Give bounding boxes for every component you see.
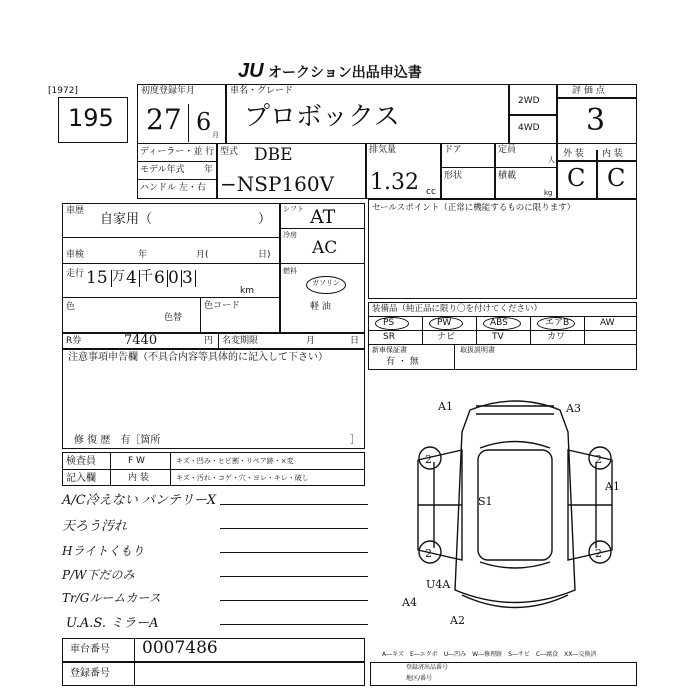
inspection-month: 月( bbox=[196, 250, 209, 260]
form-title: オークション出品申込書 bbox=[268, 65, 422, 81]
color-label: 色 bbox=[66, 302, 76, 312]
person-unit: 人 bbox=[548, 156, 555, 164]
car-damage-diagram bbox=[390, 390, 640, 630]
history-value: 自家用（ bbox=[100, 212, 153, 227]
recycle-frame bbox=[62, 333, 365, 349]
cc-unit: cc bbox=[426, 187, 436, 197]
diagram-mark: A1 bbox=[438, 400, 453, 413]
equipment-circle-pw bbox=[429, 317, 463, 330]
inspection-year: 年 bbox=[138, 250, 148, 260]
notes-frame bbox=[62, 349, 365, 449]
fw-label: F W bbox=[128, 456, 145, 466]
equipment-circle-ps bbox=[375, 317, 409, 330]
diagram-mark: 2 bbox=[595, 547, 602, 560]
handwritten-note: P/W下だのみ bbox=[62, 568, 135, 582]
equipment-item: TV bbox=[492, 332, 504, 342]
diagram-mark: A1 bbox=[605, 480, 620, 493]
bottom-label: 地区/番号 bbox=[406, 675, 433, 682]
bottom-label: 登録済出品番号 bbox=[406, 664, 449, 671]
equipment-item: PW bbox=[437, 318, 452, 328]
equipment-item: AW bbox=[600, 318, 615, 328]
ac-value: AC bbox=[312, 238, 338, 258]
diagram-mark: 2 bbox=[595, 453, 602, 466]
km-unit: km bbox=[240, 286, 254, 296]
color-number-label: 色替 bbox=[164, 313, 183, 323]
displacement-label: 排気量 bbox=[369, 145, 397, 155]
diagram-mark: 2 bbox=[425, 453, 432, 466]
reg-month: 6 bbox=[196, 108, 212, 136]
manual-label: 取扱説明書 bbox=[460, 346, 495, 354]
inspection-day: 日) bbox=[258, 250, 271, 260]
diagram-mark: U4A bbox=[426, 578, 451, 591]
handwritten-note: A/C冷えない パンテリーX bbox=[62, 493, 217, 508]
equipment-item: エアB bbox=[545, 318, 570, 328]
history-label: 車歴 bbox=[66, 206, 85, 216]
ownership-day: 日 bbox=[350, 336, 360, 346]
repair-history-label: 修 復 歴 有［箇所 bbox=[74, 435, 161, 446]
equipment-label: 装備品（純正品に限り〇を付けてください） bbox=[372, 304, 543, 314]
chassis-label: 車台番号 bbox=[70, 644, 110, 655]
exterior-grade: C bbox=[567, 164, 586, 192]
type-label: 型式 bbox=[220, 147, 239, 157]
scratch-line: キズ・凹み・ヒビ割・リペア跡・×変 bbox=[176, 457, 294, 465]
score-label: 評 価 点 bbox=[572, 86, 605, 96]
equipment-circle-airbag bbox=[537, 317, 575, 330]
mileage-digit: 15 bbox=[86, 270, 112, 287]
mileage-digit: 千 bbox=[140, 269, 154, 284]
diagram-mark: 2 bbox=[425, 547, 432, 560]
kg-unit: kg bbox=[544, 189, 553, 197]
capacity-label: 定員 bbox=[498, 145, 517, 155]
mileage-digit: 0 bbox=[168, 270, 182, 287]
first-reg-label: 初度登録年月 bbox=[141, 86, 196, 96]
drive-2wd: 2WD bbox=[518, 96, 540, 106]
brand-logo: JU bbox=[238, 60, 264, 82]
lot-number: 195 bbox=[68, 104, 114, 132]
ac-label: 冷房 bbox=[283, 231, 297, 239]
door-label: ドア bbox=[444, 145, 462, 155]
history-close: ） bbox=[258, 212, 272, 227]
chassis-value: 0007486 bbox=[142, 638, 218, 658]
fuel-label: 燃料 bbox=[283, 267, 297, 275]
shift-label: シフト bbox=[283, 205, 304, 213]
score-value: 3 bbox=[586, 103, 606, 138]
warranty-label: 新車保証書 bbox=[372, 346, 407, 354]
car-name-label: 車名・グレード bbox=[230, 86, 294, 96]
type-line1: DBE bbox=[254, 145, 293, 165]
fuel-diesel: 軽 油 bbox=[310, 302, 331, 312]
shape-label: 形状 bbox=[444, 171, 463, 181]
sales-point-frame bbox=[368, 199, 637, 299]
recycle-unit: 円 bbox=[204, 336, 214, 346]
handwritten-note: 天ろう汚れ bbox=[62, 519, 128, 534]
reg-year: 27 bbox=[146, 103, 182, 136]
mileage-label: 走行 bbox=[66, 269, 85, 279]
displacement-value: 1.32 bbox=[370, 170, 419, 195]
inspector-label: 検査員 bbox=[66, 456, 96, 467]
equipment-item: ナビ bbox=[437, 332, 456, 342]
model-year-label: モデル年式 bbox=[140, 165, 185, 175]
handwritten-note: Hライトくもり bbox=[62, 544, 145, 558]
model-year-unit: 年 bbox=[204, 165, 214, 175]
color-code-label: 色コード bbox=[204, 301, 241, 311]
handwritten-note: Tr/Gルームカース bbox=[62, 591, 161, 605]
warranty-options: 有 ・ 無 bbox=[386, 357, 419, 367]
interior-tag: 内 装 bbox=[128, 473, 149, 483]
interior-label: 内 装 bbox=[602, 149, 623, 159]
mileage-digits bbox=[86, 270, 196, 287]
ownership-month: 月 bbox=[306, 336, 316, 346]
diagram-mark: A2 bbox=[450, 614, 465, 627]
handwritten-note: U.A.S. ミラーA bbox=[66, 616, 159, 631]
interior-grade: C bbox=[607, 164, 626, 192]
drive-4wd: 4WD bbox=[518, 123, 540, 133]
recycle-value: 7440 bbox=[124, 333, 158, 348]
notes-label: 注意事項申告欄（不具合内容等具体的に記入して下さい） bbox=[68, 352, 328, 363]
equipment-item: SR bbox=[383, 332, 395, 342]
mileage-digit: 万 bbox=[112, 269, 126, 284]
damage-legend: A―キズ E―エクボ U―凹み W―修理跡 S―サビ C―腐食 XX―交換済 bbox=[382, 651, 597, 658]
diagram-mark: A3 bbox=[566, 402, 581, 415]
shift-value: AT bbox=[310, 206, 336, 228]
car-name: プロボックス bbox=[244, 102, 400, 132]
inspection-label: 車検 bbox=[66, 250, 85, 260]
recycle-label: R券 bbox=[66, 336, 82, 346]
diagram-mark: S1 bbox=[478, 495, 493, 508]
month-unit: 月 bbox=[212, 131, 219, 139]
diagram-mark: A4 bbox=[402, 596, 417, 609]
registration-label: 登録番号 bbox=[70, 668, 110, 679]
exterior-label: 外 装 bbox=[563, 149, 584, 159]
sheet-code: [1972] bbox=[48, 86, 78, 96]
equipment-item: ABS bbox=[490, 318, 508, 328]
ownership-label: 名変期限 bbox=[222, 336, 259, 346]
interior-line: キズ・汚れ・コゲ・穴・ヨレ・キレ・破し bbox=[176, 474, 309, 482]
mileage-digit: 3 bbox=[182, 270, 196, 287]
equipment-circle-abs bbox=[483, 317, 521, 330]
repair-history-close: ］ bbox=[350, 435, 360, 446]
load-label: 積載 bbox=[498, 171, 517, 181]
dealer-label: ディーラー・並 行 bbox=[140, 147, 215, 157]
fuel-gas: ガソリン bbox=[312, 279, 340, 287]
notes-field-label: 記入欄 bbox=[66, 473, 96, 484]
equipment-item: PS bbox=[383, 318, 395, 328]
type-line2: −NSP160V bbox=[220, 172, 335, 196]
sales-point-label: セールスポイント（正常に機能するものに限ります） bbox=[372, 203, 576, 213]
mileage-digit: 4 bbox=[126, 270, 140, 287]
mileage-digit: 6 bbox=[154, 270, 168, 287]
handle-label: ハンドル 左・右 bbox=[140, 183, 206, 193]
equipment-item: カワ bbox=[547, 332, 566, 342]
